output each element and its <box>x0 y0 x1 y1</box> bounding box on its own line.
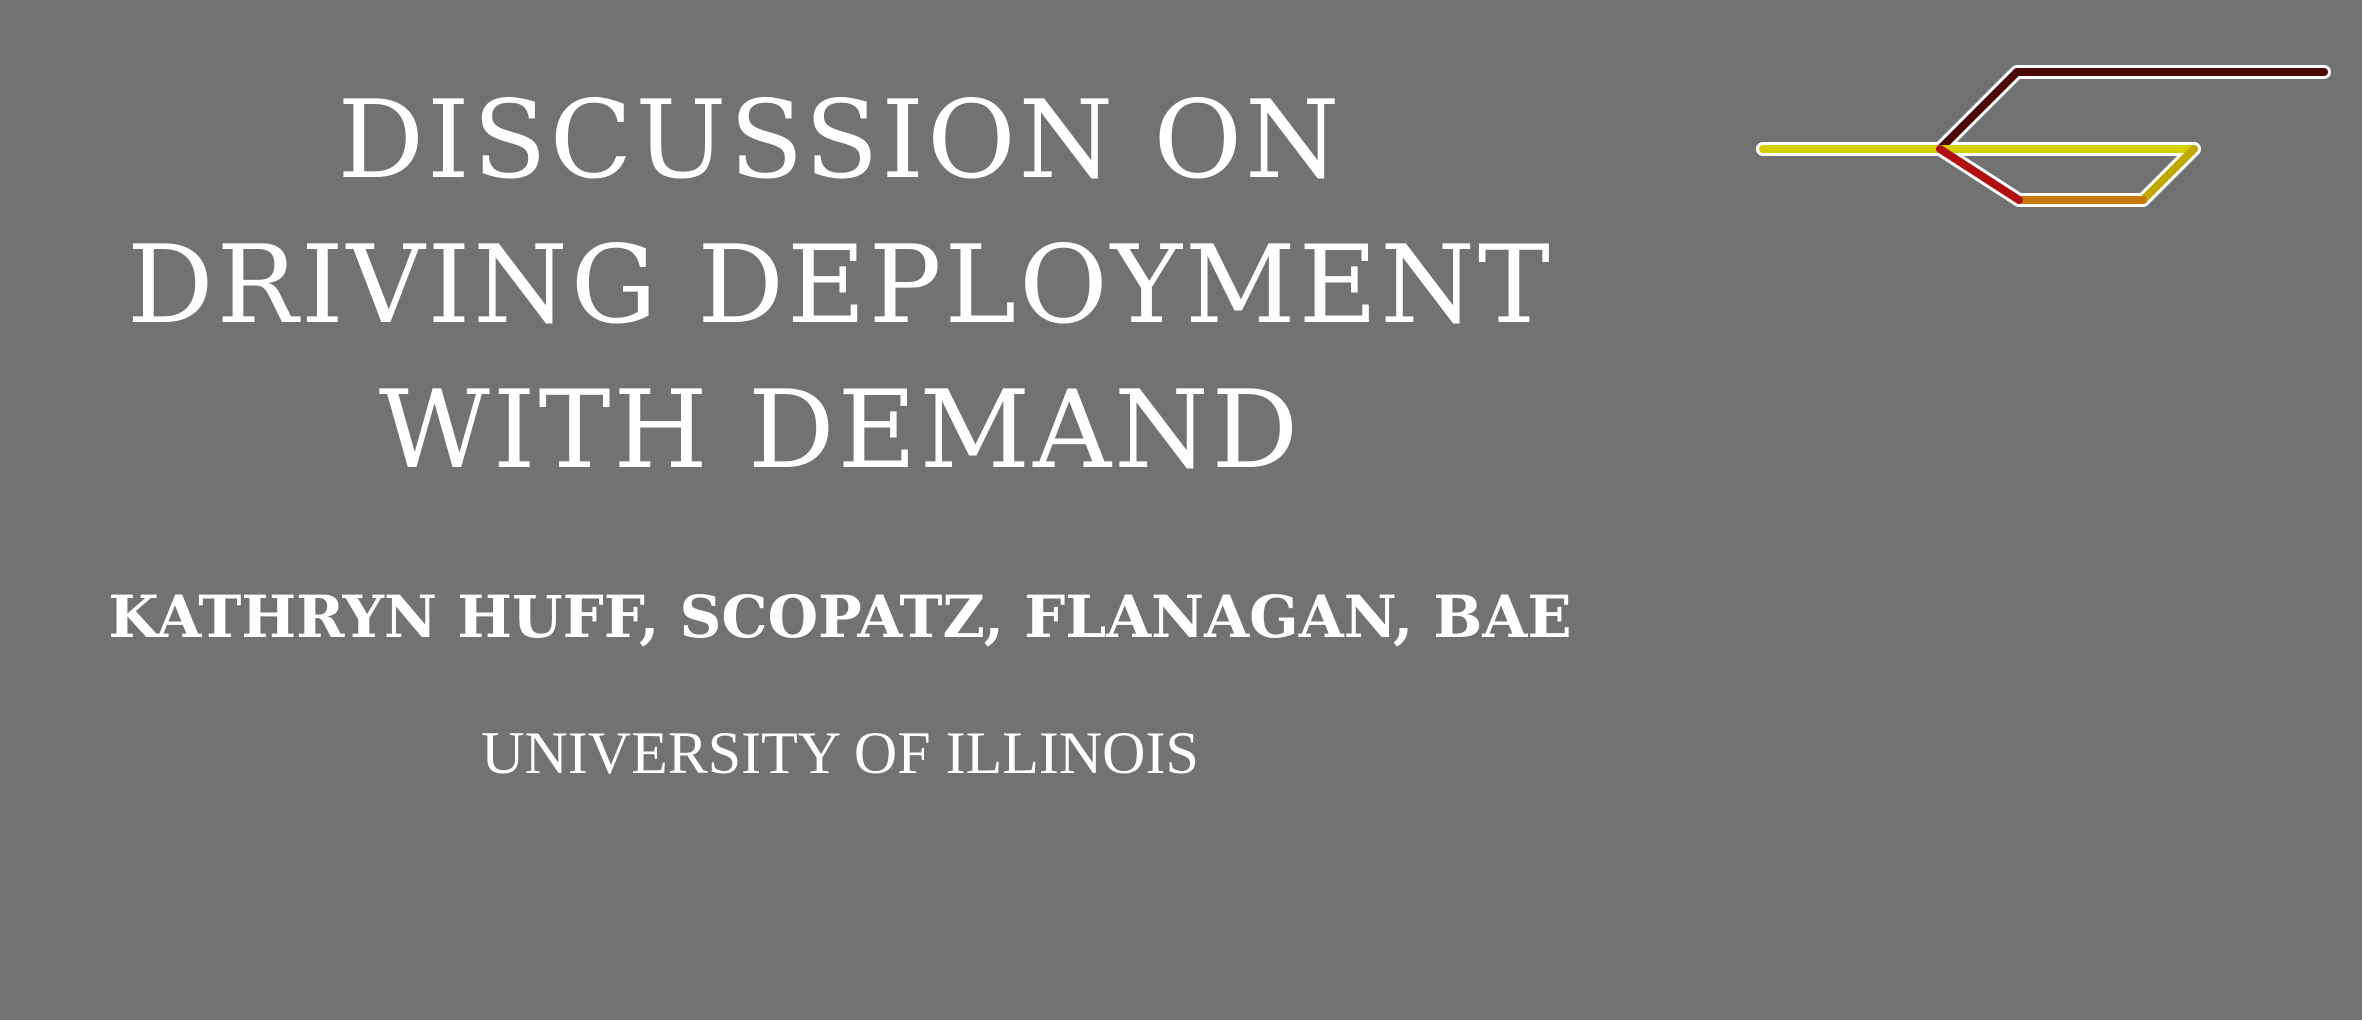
logo-olive-diagonal <box>2143 149 2194 200</box>
logo-dark-line-outline <box>1940 72 2324 149</box>
affiliation: UNIVERSITY OF ILLINOIS <box>481 720 1199 786</box>
title-line-2: DRIVING DEPLOYMENT <box>127 223 1553 348</box>
logo-red-diagonal <box>1940 149 2019 200</box>
slide-title <box>40 68 1640 503</box>
author-list: KATHRYN HUFF, SCOPATZ, FLANAGAN, BAE <box>108 583 1572 651</box>
title-line-1: DISCUSSION ON <box>337 78 1343 203</box>
title-line-3: WITH DEMAND <box>378 368 1302 493</box>
logo-outline <box>1763 72 2324 200</box>
metro-line-logo-icon <box>1745 50 2345 250</box>
